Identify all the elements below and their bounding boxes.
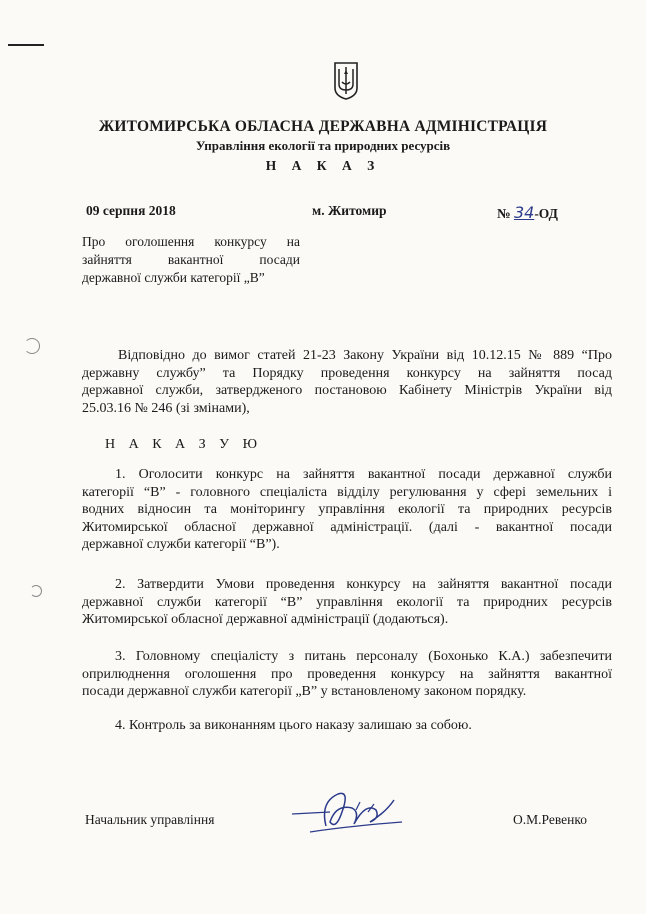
order-item-3	[82, 648, 612, 701]
paragraph-line: державної служби категорії “В” управління екології та природних ресурсів	[82, 594, 612, 610]
document-type: Н А К А З	[265, 158, 381, 173]
paragraph-line: 4. Контроль за виконанням цього наказу залишаю за собою.	[115, 718, 472, 733]
organization-name: ЖИТОМИРСЬКА ОБЛАСНА ДЕРЖАВНА АДМІНІСТРАЦІЯ	[98, 118, 548, 135]
paragraph-line: Житомирської обласної державної адміністрації (додаються).	[82, 612, 449, 628]
paragraph-line: оприлюднення оголошення про проведення конкурсу на зайняття вакантної	[82, 666, 612, 682]
paragraph-line: Відповідно до вимог статей 21-23 Закону України від 10.12.15 № 889 “Про	[118, 348, 612, 363]
order-number	[497, 203, 558, 222]
subject-line: зайняття вакантної посади	[82, 252, 300, 267]
subject-line: державної служби категорії „В”	[82, 270, 265, 285]
order-city: м. Житомир	[312, 203, 387, 218]
paragraph-line: державної служби категорії “В”).	[82, 537, 280, 553]
signatory-name: О.М.Ревенко	[513, 812, 587, 827]
paragraph-line: 1. Оголосити конкурс на зайняття вакантної посади державної служби	[115, 467, 612, 482]
punch-hole-mark	[30, 585, 42, 597]
trident-icon	[333, 60, 359, 100]
department-name: Управління екології та природних ресурсів	[195, 138, 451, 153]
order-item-1	[82, 466, 612, 554]
paragraph-line: категорії “В” - головного спеціаліста відділу регулювання у сфері земельних і	[82, 484, 612, 500]
order-number-prefix: №	[497, 206, 511, 221]
punch-hole-mark	[24, 338, 40, 354]
paragraph-line: посади державної служби категорії „В” у встановленому законом порядку.	[82, 684, 527, 700]
paragraph-line: водних відносин та моніторингу управління екології та природних ресурсів	[82, 502, 612, 518]
order-item-4	[82, 717, 612, 735]
handwritten-signature	[290, 782, 410, 842]
paragraph-line: 3. Головному спеціалісту з питань персоналу (Бохонько К.А.) забезпечити	[115, 649, 612, 664]
order-number-suffix: -ОД	[534, 206, 558, 221]
paragraph-line: 25.03.16 № 246 (зі змінами),	[82, 400, 250, 416]
preamble-paragraph	[82, 347, 612, 417]
order-number-handwritten: 34	[513, 203, 535, 222]
order-subject	[82, 233, 300, 287]
order-word: Н А К А З У Ю	[105, 437, 262, 452]
paragraph-line: державної служби, затвердженого постановою Кабінету Міністрів України від	[82, 383, 612, 399]
paragraph-line: 2. Затвердити Умови проведення конкурсу на зайняття вакантної посади	[115, 577, 612, 592]
signatory-position: Начальник управління	[85, 812, 215, 827]
order-date: 09 серпня 2018	[86, 203, 176, 218]
paragraph-line: державну службу” та Порядку проведення конкурсу на зайняття посад	[82, 365, 612, 381]
paragraph-line: Житомирської обласної державної адміністрації. (далі - вакантної посади	[82, 519, 612, 535]
scan-edge-mark	[8, 44, 44, 46]
subject-line: Про оголошення конкурсу на	[82, 234, 300, 249]
order-item-2	[82, 576, 612, 629]
